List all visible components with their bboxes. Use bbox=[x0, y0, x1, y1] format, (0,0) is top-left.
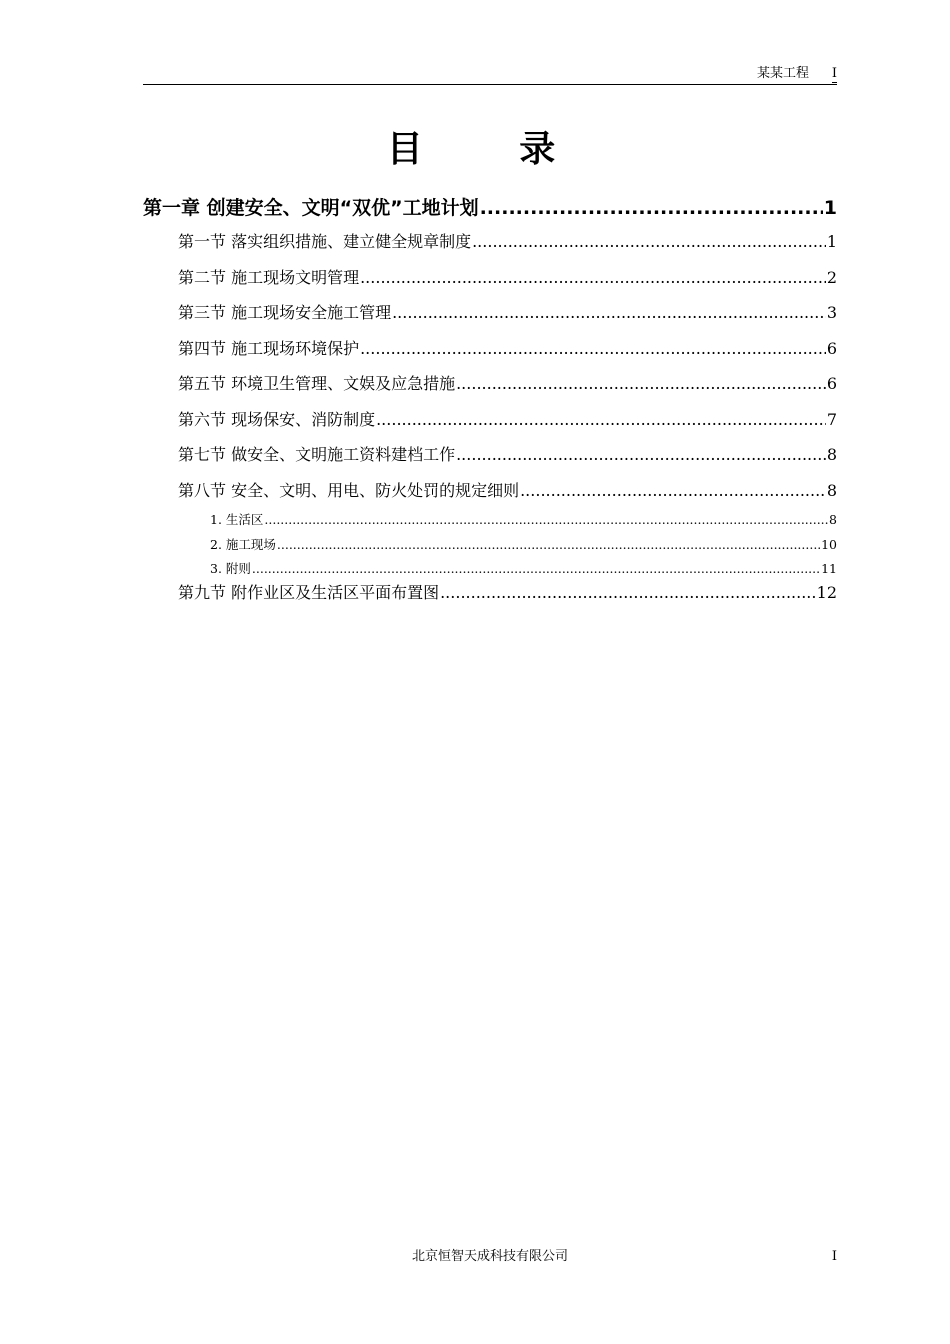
toc-heading: 目 录 bbox=[386, 129, 598, 170]
toc-section-6[interactable] bbox=[143, 402, 837, 438]
toc-entry-title: 第五节 环境卫生管理、文娱及应急措施 bbox=[178, 374, 456, 393]
toc-section-8[interactable] bbox=[143, 473, 837, 509]
toc-entry-title: 3. 附则 bbox=[210, 561, 251, 577]
toc-entry-page: 1 bbox=[823, 197, 837, 219]
header-title: 某某工程 bbox=[756, 66, 809, 81]
toc-leader-dots bbox=[360, 260, 826, 296]
toc-entry-page: 6 bbox=[826, 338, 837, 358]
toc-section-9[interactable] bbox=[143, 582, 837, 610]
toc-chapter-1[interactable] bbox=[143, 193, 837, 224]
toc-entry-page: 11 bbox=[821, 561, 837, 577]
toc-section-2[interactable] bbox=[143, 260, 837, 296]
toc-section-3[interactable] bbox=[143, 295, 837, 331]
toc-leader-dots bbox=[472, 224, 826, 260]
toc-entry-page: 8 bbox=[826, 445, 837, 464]
toc-section-1[interactable] bbox=[143, 224, 837, 260]
toc-entry-title: 第一节 落实组织措施、建立健全规章制度 bbox=[178, 232, 472, 251]
toc-leader-dots bbox=[456, 366, 826, 402]
toc-section-7[interactable] bbox=[143, 437, 837, 473]
toc-entry-title: 1. 生活区 bbox=[210, 512, 264, 527]
toc-entry-page: 1 bbox=[826, 232, 837, 251]
toc-entry-page: 6 bbox=[826, 374, 837, 393]
toc-entry-page: 12 bbox=[816, 583, 837, 603]
page-header bbox=[143, 64, 837, 85]
toc-subsection-1[interactable] bbox=[143, 508, 837, 533]
toc-entry-page: 8 bbox=[826, 480, 837, 500]
toc-entry-page: 8 bbox=[829, 512, 837, 527]
toc-entry-title: 第三节 施工现场安全施工管理 bbox=[178, 303, 392, 322]
toc-leader-dots bbox=[440, 582, 816, 604]
toc-entry-title: 第四节 施工现场环境保护 bbox=[178, 338, 360, 358]
toc-section-5[interactable] bbox=[143, 366, 837, 402]
toc-subsection-3[interactable] bbox=[143, 557, 837, 582]
toc-entry-title: 第九节 附作业区及生活区平面布置图 bbox=[178, 583, 440, 603]
toc-entry-title: 第二节 施工现场文明管理 bbox=[178, 267, 360, 287]
toc-entry-title: 2. 施工现场 bbox=[210, 536, 276, 552]
toc-leader-dots bbox=[456, 437, 826, 473]
toc-leader-dots bbox=[376, 402, 826, 438]
toc-leader-dots bbox=[252, 557, 820, 582]
toc-subsection-2[interactable] bbox=[143, 533, 837, 558]
toc-entry-title: 第一章 创建安全、文明“双优”工地计划 bbox=[143, 197, 479, 219]
footer-page-number: I bbox=[831, 1249, 837, 1264]
toc-entry-page: 7 bbox=[826, 409, 837, 429]
toc-entry-page: 3 bbox=[826, 303, 837, 322]
toc-section-4[interactable] bbox=[143, 331, 837, 367]
toc-entry-page: 2 bbox=[826, 267, 837, 287]
toc-leader-dots bbox=[277, 533, 820, 558]
toc-entry-title: 第七节 做安全、文明施工资料建档工作 bbox=[178, 445, 456, 464]
toc-entry-page: 10 bbox=[821, 536, 837, 552]
header-page-number: I bbox=[831, 66, 837, 81]
toc-leader-dots bbox=[360, 331, 826, 367]
toc-leader-dots bbox=[480, 193, 823, 224]
toc-leader-dots bbox=[520, 473, 826, 509]
toc-entry-title: 第八节 安全、文明、用电、防火处罚的规定细则 bbox=[178, 480, 520, 500]
page-footer bbox=[143, 1248, 837, 1266]
toc-leader-dots bbox=[392, 295, 826, 331]
toc-leader-dots bbox=[264, 508, 828, 533]
table-of-contents bbox=[143, 193, 837, 610]
toc-entry-title: 第六节 现场保安、消防制度 bbox=[178, 409, 376, 429]
footer-company: 北京恒智天成科技有限公司 bbox=[411, 1249, 568, 1264]
